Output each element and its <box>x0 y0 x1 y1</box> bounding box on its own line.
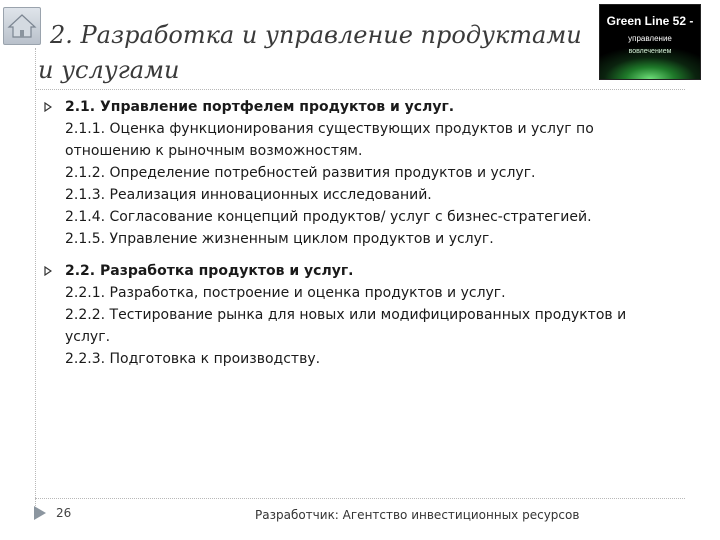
page-title <box>38 18 600 88</box>
list-item: 2.2.2. Тестирование рынка для новых или модифицированных продуктов и услуг. <box>65 307 627 345</box>
left-guide-line <box>35 48 36 508</box>
list-item: 2.1.4. Согласование концепций продуктов/ услуг с бизнес-стратегией. <box>65 209 592 225</box>
footer-arrow-icon <box>34 506 46 520</box>
list-item: 2.1.2. Определение потребностей развития продуктов и услуг. <box>65 165 536 181</box>
section-heading: 2.2. Разработка продуктов и услуг. <box>65 263 354 279</box>
logo-line-2: управление <box>628 34 672 43</box>
house-icon <box>7 12 37 40</box>
list-item: 2.1.1. Оценка функционирования существующих продуктов и услуг по отношению к рыночным возможностям. <box>65 121 594 159</box>
logo-line-1: Green Line 52 - <box>606 14 694 28</box>
home-button[interactable] <box>3 7 41 45</box>
title-line-1: 2. Разработка и управление продуктами <box>50 21 582 49</box>
triangle-bullet-icon <box>44 266 52 276</box>
triangle-bullet-icon <box>44 102 52 112</box>
section-heading: 2.1. Управление портфелем продуктов и услуг. <box>65 99 455 115</box>
footer-developer: Разработчик: Агентство инвестиционных ресурсов <box>255 508 580 522</box>
footer-divider <box>35 498 685 499</box>
green-line-logo <box>599 4 701 80</box>
list-item: 2.2.3. Подготовка к производству. <box>65 351 321 367</box>
slide-content <box>44 96 674 380</box>
list-item: 2.1.3. Реализация инновационных исследований. <box>65 187 432 203</box>
list-item: 2.2.1. Разработка, построение и оценка продуктов и услуг. <box>65 285 506 301</box>
list-item: 2.1.5. Управление жизненным циклом продуктов и услуг. <box>65 231 494 247</box>
page-number: 26 <box>56 506 72 520</box>
section-development <box>44 260 674 370</box>
title-line-2: и услугами <box>38 56 180 84</box>
header-divider <box>35 89 685 90</box>
section-portfolio <box>44 96 674 250</box>
logo-line-3: вовлечением <box>628 48 672 55</box>
